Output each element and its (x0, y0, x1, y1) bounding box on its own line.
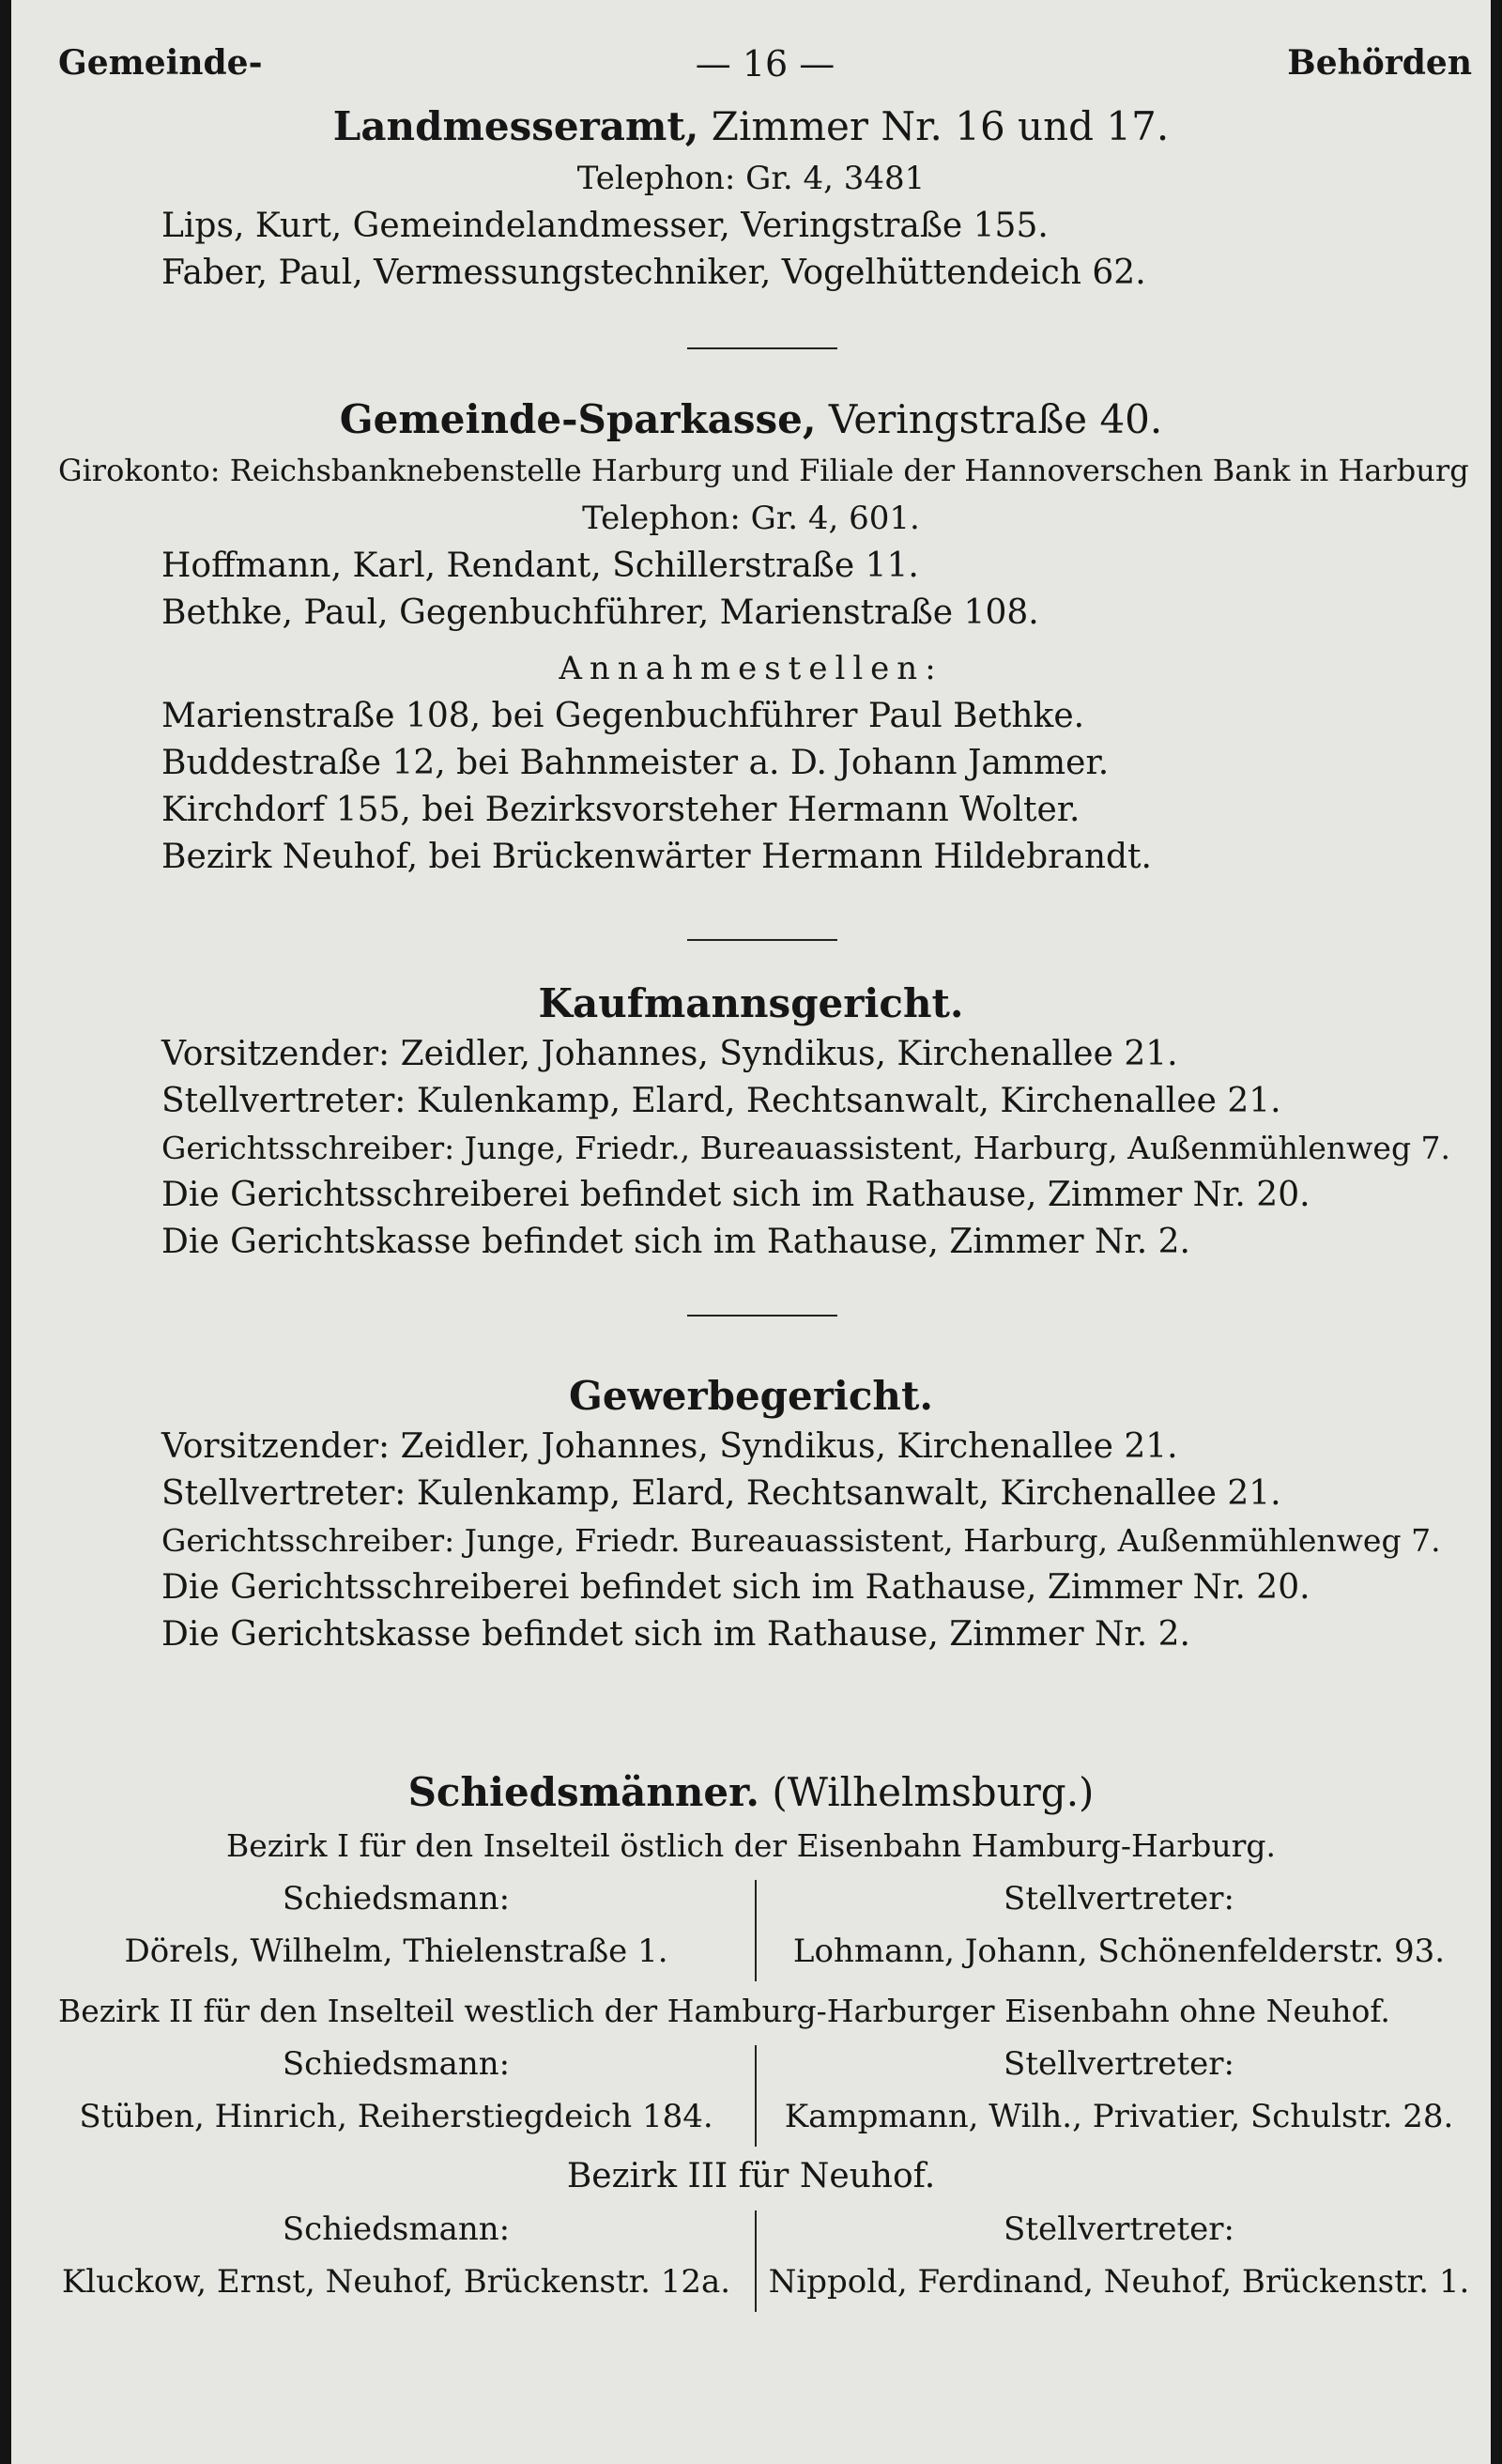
divider (687, 939, 837, 941)
section-sparkasse (11, 393, 1491, 881)
list-item: Hoffmann, Karl, Rendant, Schillerstraße 11. (161, 547, 919, 585)
list-item: Stellvertreter: Kulenkamp, Elard, Rechtsanwalt, Kirchenallee 21. (161, 1474, 1281, 1513)
section-title: Landmesseramt, Zimmer Nr. 16 und 17. (332, 103, 1170, 149)
list-item: Vorsitzender: Zeidler, Johannes, Syndikus, Kirchenallee 21. (161, 1035, 1178, 1073)
bezirk-heading: Bezirk III für Neuhof. (566, 2157, 936, 2195)
schiedsmann-label: Schiedsmann: (282, 2045, 511, 2083)
list-item: Die Gerichtsschreiberei befindet sich im Rathause, Zimmer Nr. 20. (161, 1176, 1310, 1214)
schiedsmann-label: Schiedsmann: (282, 2210, 511, 2248)
divider (687, 347, 837, 349)
section-title: Gemeinde-Sparkasse, Veringstraße 40. (339, 396, 1163, 442)
annahme-title: Annahmestellen: (559, 650, 943, 687)
bezirk-columns (11, 1872, 1491, 1985)
stellvertreter-name: Lohmann, Johann, Schönenfelderstr. 93. (792, 1933, 1446, 1970)
section-title: Gewerbegericht. (569, 1373, 933, 1419)
page-header (58, 34, 1472, 100)
schiedsmann-name: Stüben, Hinrich, Reiherstiegdeich 184. (79, 2098, 713, 2135)
list-item: Marienstraße 108, bei Gegenbuchführer Paul Bethke. (161, 697, 1085, 735)
list-item: Kirchdorf 155, bei Bezirksvorsteher Hermann Wolter. (161, 791, 1081, 829)
schiedsmann-label: Schiedsmann: (282, 1880, 511, 1917)
stellvertreter-name: Kampmann, Wilh., Privatier, Schulstr. 28. (784, 2098, 1454, 2135)
list-item: Faber, Paul, Vermessungstechniker, Vogelhüttendeich 62. (161, 254, 1146, 292)
header-right: Behörden (1287, 43, 1472, 83)
list-item: Gerichtsschreiber: Junge, Friedr., Bureauassistent, Harburg, Außenmühlenweg 7. (161, 1130, 1451, 1166)
document-page (11, 0, 1491, 2464)
telephone: Telephon: Gr. 4, 3481 (576, 160, 926, 197)
bezirk-columns (11, 2038, 1491, 2150)
section-title: Kaufmannsgericht. (538, 980, 964, 1026)
list-item: Vorsitzender: Zeidler, Johannes, Syndikus, Kirchenallee 21. (161, 1427, 1178, 1466)
stellvertreter-label: Stellvertreter: (1004, 2210, 1234, 2248)
bezirk-heading: Bezirk I für den Inselteil östlich der Eisenbahn Hamburg-Harburg. (226, 1827, 1276, 1864)
list-item: Stellvertreter: Kulenkamp, Elard, Rechtsanwalt, Kirchenallee 21. (161, 1082, 1281, 1120)
list-item: Die Gerichtskasse befindet sich im Rathause, Zimmer Nr. 2. (161, 1223, 1190, 1261)
list-item: Die Gerichtskasse befindet sich im Rathause, Zimmer Nr. 2. (161, 1615, 1190, 1654)
column-separator (755, 2045, 757, 2147)
column-separator (755, 2210, 757, 2312)
section-title: Schiedsmänner. (Wilhelmsburg.) (407, 1769, 1095, 1815)
bezirk-heading: Bezirk II für den Inselteil westlich der Hamburg-Harburger Eisenbahn ohne Neuhof. (58, 1993, 1390, 2029)
stellvertreter-label: Stellvertreter: (1004, 1880, 1234, 1917)
list-item: Bethke, Paul, Gegenbuchführer, Marienstraße 108. (161, 593, 1039, 632)
schiedsmann-name: Dörels, Wilhelm, Thielenstraße 1. (124, 1933, 668, 1970)
bezirk-columns (11, 2203, 1491, 2316)
section-gewerbegericht (11, 1369, 1491, 1658)
column-separator (755, 1880, 757, 1981)
stellvertreter-label: Stellvertreter: (1004, 2045, 1234, 2083)
list-item: Die Gerichtsschreiberei befindet sich im Rathause, Zimmer Nr. 20. (161, 1568, 1310, 1607)
list-item: Gerichtsschreiber: Junge, Friedr. Bureauassistent, Harburg, Außenmühlenweg 7. (161, 1522, 1441, 1559)
section-landmesseramt (11, 100, 1491, 297)
page-number: — 16 — (695, 43, 835, 85)
telephone: Telephon: Gr. 4, 601. (582, 500, 920, 537)
list-item: Buddestraße 12, bei Bahnmeister a. D. Johann Jammer. (161, 744, 1110, 782)
girokonto: Girokonto: Reichsbanknebenstelle Harburg und Filiale der Hannoverschen Bank in Harburg (58, 453, 1469, 488)
schiedsmann-name: Kluckow, Ernst, Neuhof, Brückenstr. 12a. (61, 2263, 731, 2301)
section-schiedsmaenner (11, 1765, 1491, 2316)
divider (687, 1315, 837, 1317)
list-item: Bezirk Neuhof, bei Brückenwärter Hermann Hildebrandt. (161, 838, 1152, 876)
section-kaufmannsgericht (11, 977, 1491, 1266)
list-item: Lips, Kurt, Gemeindelandmesser, Veringstraße 155. (161, 207, 1049, 245)
header-left: Gemeinde- (58, 43, 263, 83)
stellvertreter-name: Nippold, Ferdinand, Neuhof, Brückenstr. 1. (768, 2263, 1470, 2301)
